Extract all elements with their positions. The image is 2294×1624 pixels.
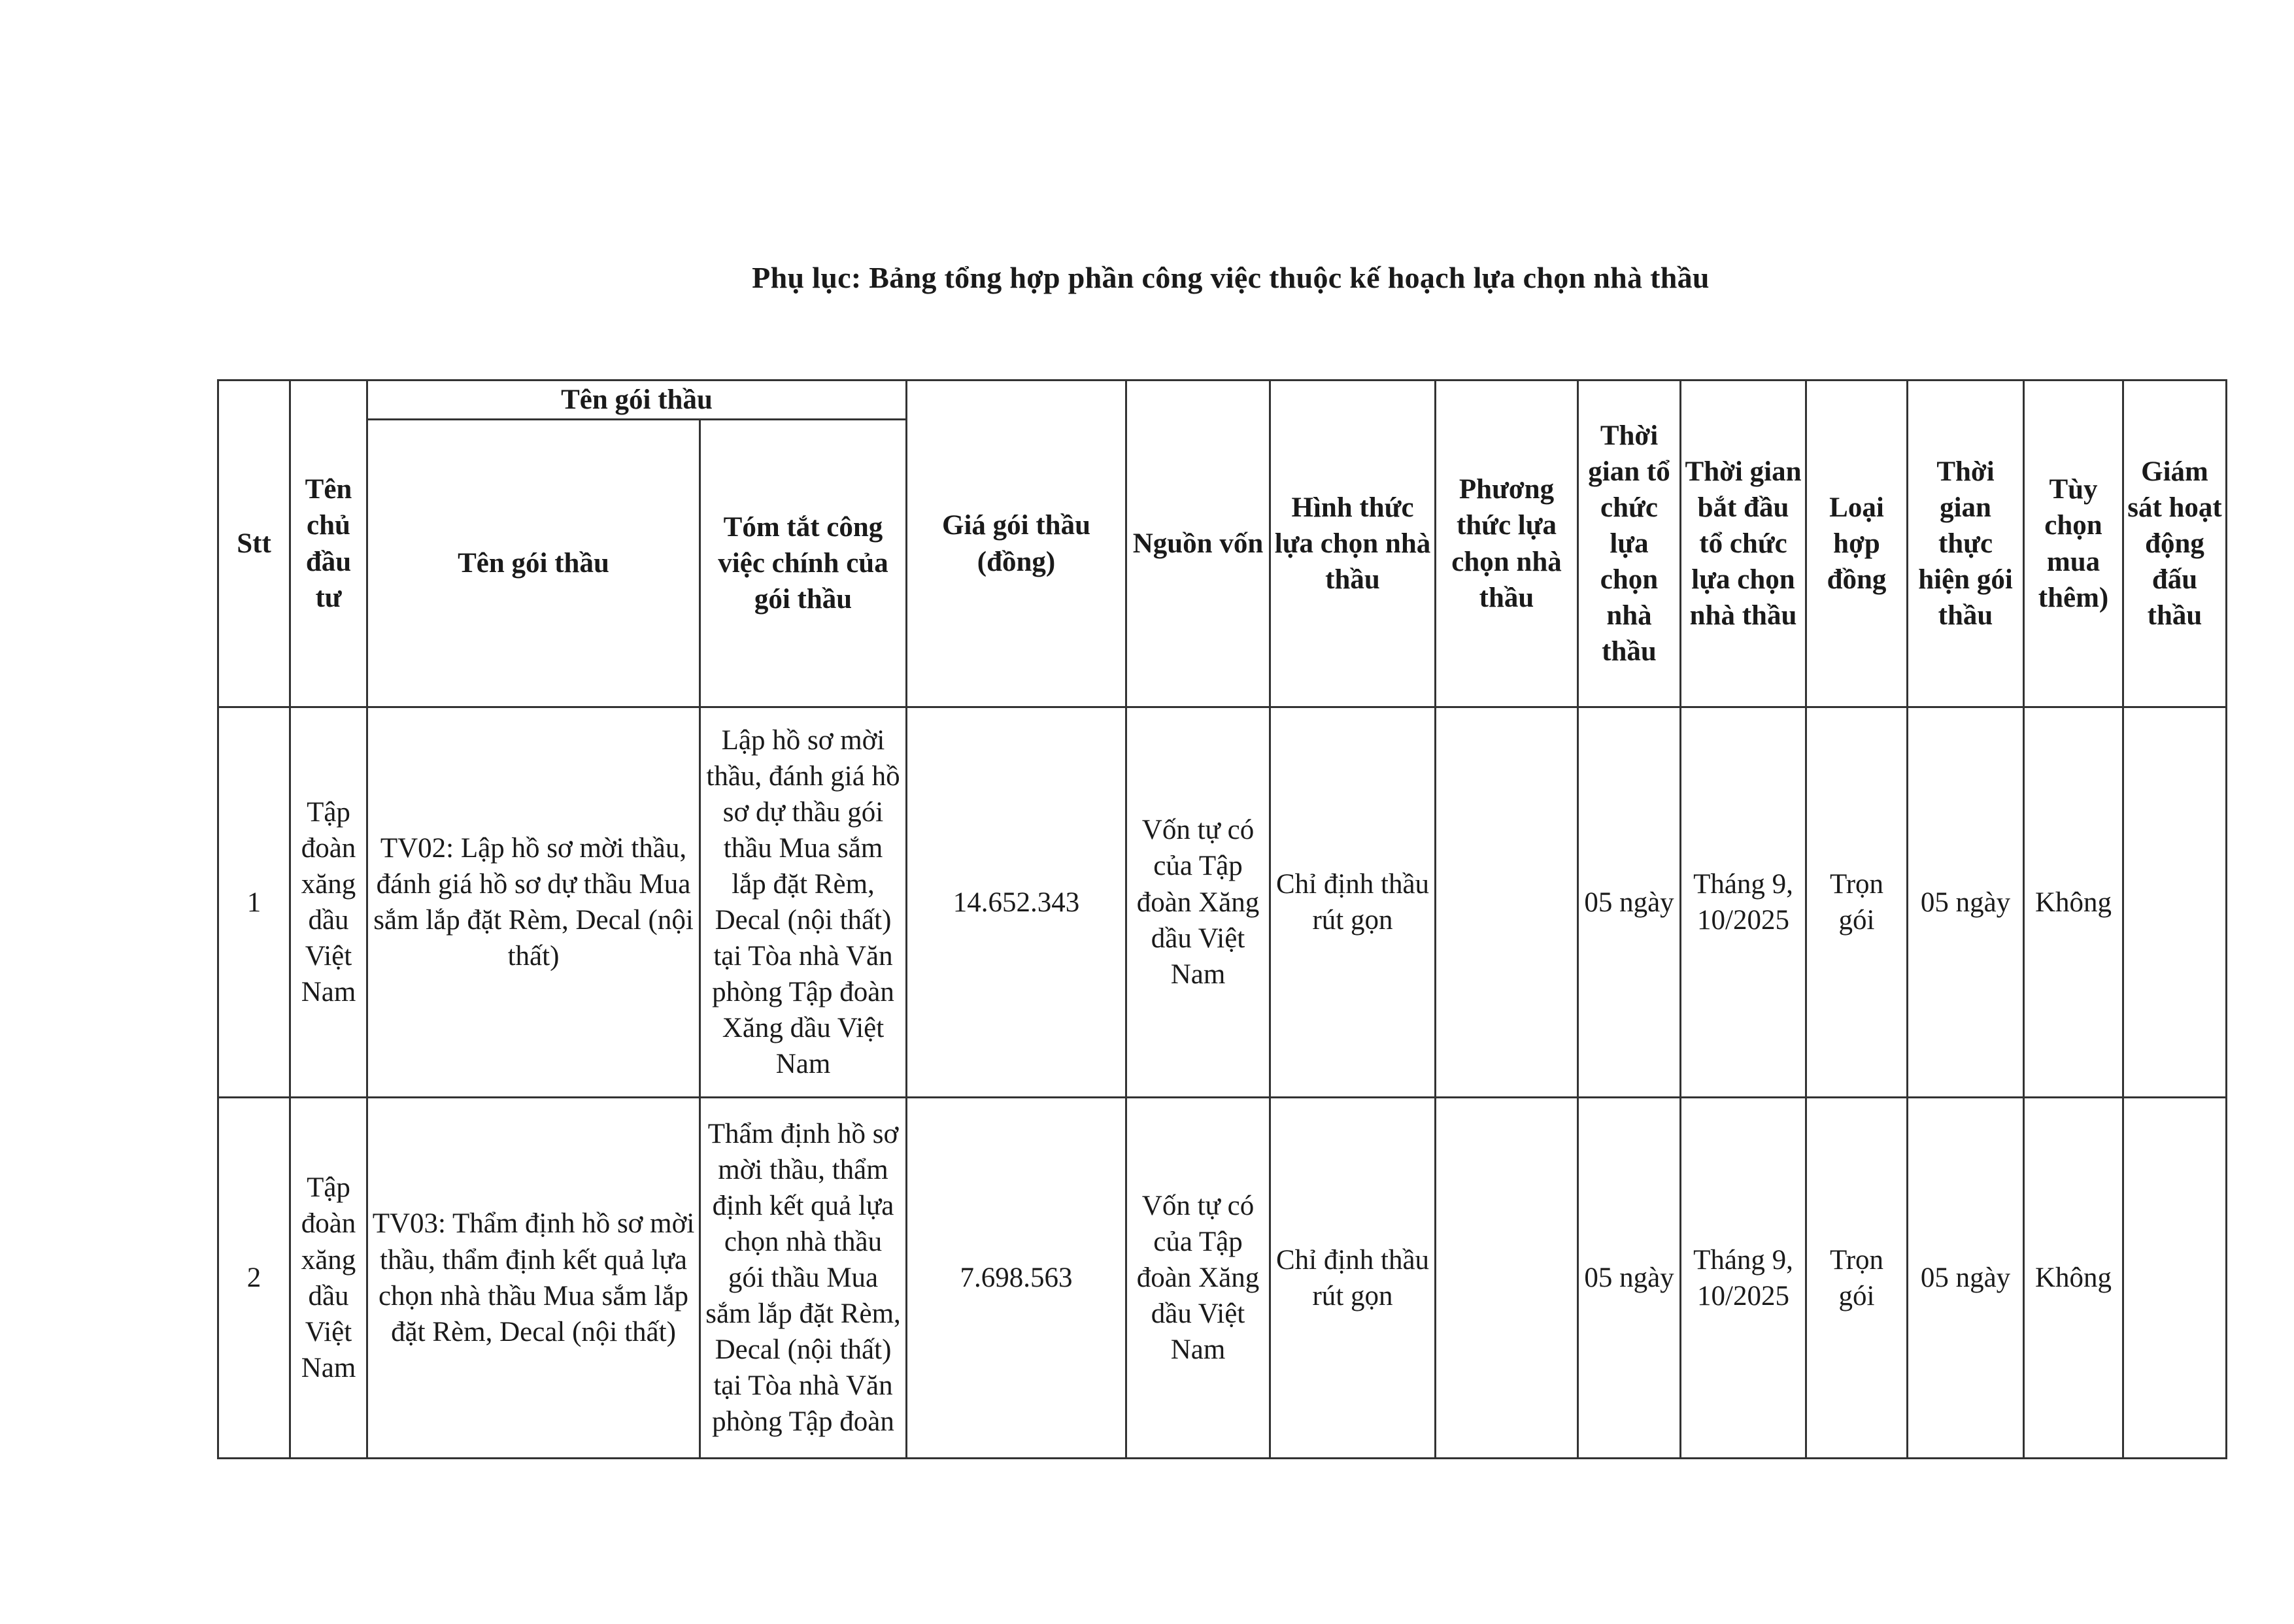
cell-selection-form: Chỉ định thầu rút gọn [1270,1098,1436,1459]
header-stt: Stt [218,381,290,707]
cell-selection-start: Tháng 9, 10/2025 [1681,1098,1806,1459]
cell-package-name: TV03: Thẩm định hồ sơ mời thầu, thẩm định kết quả lựa chọn nhà thầu Mua sắm lắp đặt Rèm, Decal (nội thất) [367,1098,700,1459]
cell-selection-duration: 05 ngày [1578,707,1681,1098]
cell-price: 7.698.563 [907,1098,1126,1459]
cell-fund-source: Vốn tự có của Tập đoàn Xăng dầu Việt Nam [1126,707,1270,1098]
header-summary: Tóm tắt công việc chính của gói thầu [700,420,907,707]
header-supervision: Giám sát hoạt động đấu thầu [2123,381,2227,707]
cell-option: Không [2024,707,2123,1098]
cell-selection-form: Chỉ định thầu rút gọn [1270,707,1436,1098]
cell-selection-start: Tháng 9, 10/2025 [1681,707,1806,1098]
cell-supervision [2123,1098,2227,1459]
table-row [218,1098,2227,1459]
cell-execution-time: 05 ngày [1908,1098,2024,1459]
cell-contract-type: Trọn gói [1806,707,1908,1098]
cell-price: 14.652.343 [907,707,1126,1098]
cell-package-name: TV02: Lập hồ sơ mời thầu, đánh giá hồ sơ dự thầu Mua sắm lắp đặt Rèm, Decal (nội thất) [367,707,700,1098]
cell-supervision [2123,707,2227,1098]
cell-stt: 2 [218,1098,290,1459]
cell-contract-type: Trọn gói [1806,1098,1908,1459]
cell-summary: Lập hồ sơ mời thầu, đánh giá hồ sơ dự thầu gói thầu Mua sắm lắp đặt Rèm, Decal (nội thất) tại Tòa nhà Văn phòng Tập đoàn Xăng dầu Việt Nam [700,707,907,1098]
header-selection-start: Thời gian bắt đầu tổ chức lựa chọn nhà thầu [1681,381,1806,707]
cell-fund-source: Vốn tự có của Tập đoàn Xăng dầu Việt Nam [1126,1098,1270,1459]
cell-option: Không [2024,1098,2123,1459]
header-fund-source: Nguồn vốn [1126,381,1270,707]
cell-summary: Thẩm định hồ sơ mời thầu, thẩm định kết quả lựa chọn nhà thầu gói thầu Mua sắm lắp đặt Rèm, Decal (nội thất) tại Tòa nhà Văn phòng Tập đoàn [700,1098,907,1459]
cell-selection-method [1436,707,1578,1098]
header-selection-method: Phương thức lựa chọn nhà thầu [1436,381,1578,707]
header-contract-type: Loại hợp đồng [1806,381,1908,707]
cell-selection-method [1436,1098,1578,1459]
header-selection-duration: Thời gian tổ chức lựa chọn nhà thầu [1578,381,1681,707]
header-execution-time: Thời gian thực hiện gói thầu [1908,381,2024,707]
cell-owner: Tập đoàn xăng dầu Việt Nam [290,707,367,1098]
cell-stt: 1 [218,707,290,1098]
page-title: Phụ lục: Bảng tổng hợp phần công việc thuộc kế hoạch lựa chọn nhà thầu [752,261,1710,294]
header-owner: Tên chủ đầu tư [290,381,367,707]
header-package-name: Tên gói thầu [367,420,700,707]
table-row [218,707,2227,1098]
cell-owner: Tập đoàn xăng dầu Việt Nam [290,1098,367,1459]
header-selection-form: Hình thức lựa chọn nhà thầu [1270,381,1436,707]
cell-selection-duration: 05 ngày [1578,1098,1681,1459]
header-option: Tùy chọn mua thêm) [2024,381,2123,707]
header-price: Giá gói thầu (đồng) [907,381,1126,707]
header-package-group: Tên gói thầu [367,381,907,420]
cell-execution-time: 05 ngày [1908,707,2024,1098]
procurement-plan-table [217,379,2227,1459]
